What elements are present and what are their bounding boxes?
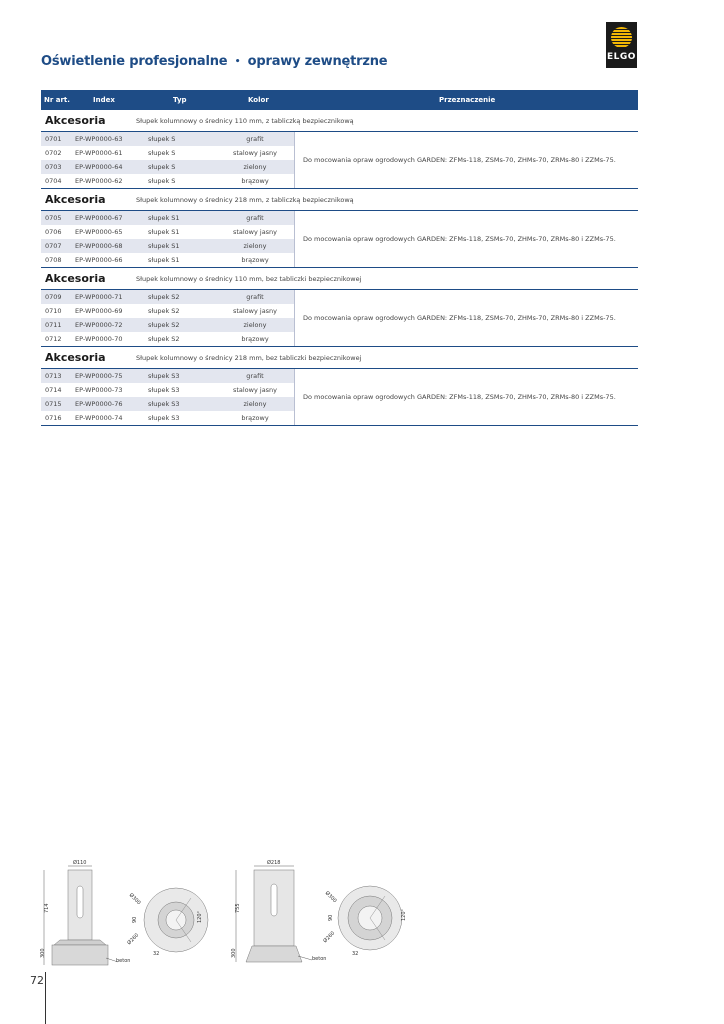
- post2-height: 755: [235, 903, 241, 913]
- table-row: [41, 332, 294, 346]
- cell-typ: słupek S: [148, 177, 176, 185]
- post-elevation-110: [40, 859, 130, 965]
- post1-base: 300: [40, 948, 46, 958]
- post2-diameter: Ø218: [267, 860, 281, 866]
- cell-nr: 0709: [45, 293, 62, 301]
- col-typ: Typ: [173, 96, 187, 104]
- plan2-outer: Ø300: [323, 890, 338, 905]
- section-description: Słupek kolumnowy o średnicy 218 mm, bez tabliczki bezpiecznikowej: [136, 354, 362, 362]
- cell-index: EP-WP0000-66: [75, 256, 123, 264]
- logo-sun-icon: [611, 27, 632, 48]
- table-row: [41, 132, 294, 146]
- col-kolor: Kolor: [248, 96, 269, 104]
- cell-typ: słupek S3: [148, 400, 180, 408]
- table-row: [41, 160, 294, 174]
- section-header: [41, 110, 638, 132]
- title-separator: •: [234, 56, 241, 67]
- table-row: [41, 318, 294, 332]
- cell-nr: 0713: [45, 372, 62, 380]
- cell-nr: 0710: [45, 307, 62, 315]
- cell-index: EP-WP0000-72: [75, 321, 123, 329]
- post-plan-110: [126, 888, 208, 957]
- col-nr: Nr art.: [44, 96, 70, 104]
- elgo-logo: [606, 22, 637, 68]
- cell-typ: słupek S1: [148, 214, 180, 222]
- cell-index: EP-WP0000-64: [75, 163, 123, 171]
- cell-nr: 0712: [45, 335, 62, 343]
- cell-nr: 0716: [45, 414, 62, 422]
- post1-height: 714: [44, 903, 50, 913]
- section-label: Akcesoria: [45, 114, 106, 127]
- section-rows: [41, 290, 638, 347]
- table-row: [41, 225, 294, 239]
- page-title: [41, 54, 387, 69]
- cell-nr: 0714: [45, 386, 62, 394]
- cell-index: EP-WP0000-75: [75, 372, 123, 380]
- cell-nr: 0707: [45, 242, 62, 250]
- cell-nr: 0706: [45, 228, 62, 236]
- cell-kolor: stalowy jasny: [232, 307, 278, 315]
- table-row: [41, 383, 294, 397]
- cell-nr: 0701: [45, 135, 62, 143]
- plan2-hole: 90: [328, 914, 334, 921]
- cell-kolor: zielony: [243, 242, 267, 250]
- section-header: [41, 189, 638, 211]
- table-row: [41, 369, 294, 383]
- plan2-angle: 120°: [401, 908, 407, 921]
- cell-kolor: grafit: [246, 214, 264, 222]
- cell-nr: 0711: [45, 321, 62, 329]
- plan1-angle: 120°: [197, 910, 203, 923]
- section-rows: [41, 369, 638, 426]
- section-header: [41, 347, 638, 369]
- cell-typ: słupek S2: [148, 307, 180, 315]
- cell-nr: 0708: [45, 256, 62, 264]
- cell-typ: słupek S1: [148, 228, 180, 236]
- cell-kolor: zielony: [243, 321, 267, 329]
- table-row: [41, 146, 294, 160]
- post-elevation-218: [231, 859, 326, 962]
- cell-typ: słupek S: [148, 135, 176, 143]
- cell-kolor: stalowy jasny: [232, 149, 278, 157]
- table-body: [41, 110, 638, 426]
- cell-typ: słupek S: [148, 149, 176, 157]
- section-header: [41, 268, 638, 290]
- col-purpose: Przeznaczenie: [439, 96, 496, 104]
- plan2-inner: Ø260: [322, 930, 337, 945]
- cell-kolor: brązowy: [241, 414, 269, 422]
- cell-kolor: zielony: [243, 163, 267, 171]
- cell-kolor: grafit: [246, 372, 264, 380]
- cell-index: EP-WP0000-69: [75, 307, 123, 315]
- plan1-offset: 32: [153, 951, 160, 957]
- cell-typ: słupek S: [148, 163, 176, 171]
- table-row: [41, 211, 294, 225]
- section-rows: [41, 132, 638, 189]
- cell-kolor: zielony: [243, 400, 267, 408]
- table-row: [41, 397, 294, 411]
- cell-typ: słupek S1: [148, 242, 180, 250]
- cell-typ: słupek S2: [148, 293, 180, 301]
- post-plan-218: [322, 886, 407, 957]
- section-description: Słupek kolumnowy o średnicy 110 mm, z tabliczką bezpiecznikową: [136, 117, 354, 125]
- cell-index: EP-WP0000-63: [75, 135, 123, 143]
- col-index: Index: [93, 96, 115, 104]
- post2-ground: beton: [312, 956, 327, 962]
- cell-kolor: stalowy jasny: [232, 386, 278, 394]
- cell-purpose: Do mocowania opraw ogrodowych GARDEN: ZFMs-118, ZSMs-70, ZHMs-70, ZRMs-80 i ZZMs-75.: [294, 132, 638, 188]
- cell-nr: 0702: [45, 149, 62, 157]
- page-rule: [45, 972, 46, 1024]
- cell-nr: 0715: [45, 400, 62, 408]
- cell-typ: słupek S1: [148, 256, 180, 264]
- table-row: [41, 174, 294, 188]
- cell-index: EP-WP0000-71: [75, 293, 123, 301]
- table-row: [41, 290, 294, 304]
- product-table: [41, 90, 638, 426]
- cell-purpose: Do mocowania opraw ogrodowych GARDEN: ZFMs-118, ZSMs-70, ZHMs-70, ZRMs-80 i ZZMs-75.: [294, 369, 638, 425]
- cell-index: EP-WP0000-65: [75, 228, 123, 236]
- table-row: [41, 304, 294, 318]
- plan1-hole: 90: [132, 916, 138, 923]
- logo-text: ELGO: [607, 52, 636, 62]
- cell-purpose: Do mocowania opraw ogrodowych GARDEN: ZFMs-118, ZSMs-70, ZHMs-70, ZRMs-80 i ZZMs-75.: [294, 211, 638, 267]
- cell-nr: 0704: [45, 177, 62, 185]
- cell-kolor: grafit: [246, 293, 264, 301]
- section-rows: [41, 211, 638, 268]
- table-header: [41, 90, 638, 110]
- cell-kolor: brązowy: [241, 177, 269, 185]
- section-label: Akcesoria: [45, 193, 106, 206]
- post1-ground: beton: [116, 958, 131, 964]
- cell-index: EP-WP0000-61: [75, 149, 123, 157]
- post2-base: 300: [231, 948, 237, 958]
- title-part2: oprawy zewnętrzne: [247, 54, 388, 69]
- cell-kolor: brązowy: [241, 256, 269, 264]
- section-description: Słupek kolumnowy o średnicy 218 mm, z tabliczką bezpiecznikową: [136, 196, 354, 204]
- plan2-offset: 32: [352, 951, 359, 957]
- cell-index: EP-WP0000-62: [75, 177, 123, 185]
- cell-kolor: brązowy: [241, 335, 269, 343]
- cell-purpose: Do mocowania opraw ogrodowych GARDEN: ZFMs-118, ZSMs-70, ZHMs-70, ZRMs-80 i ZZMs-75.: [294, 290, 638, 346]
- cell-index: EP-WP0000-67: [75, 214, 123, 222]
- page-number: 72: [30, 974, 44, 987]
- table-row: [41, 253, 294, 267]
- cell-index: EP-WP0000-74: [75, 414, 123, 422]
- cell-typ: słupek S2: [148, 321, 180, 329]
- section-label: Akcesoria: [45, 351, 106, 364]
- cell-kolor: stalowy jasny: [232, 228, 278, 236]
- cell-typ: słupek S2: [148, 335, 180, 343]
- plan1-inner: Ø260: [126, 932, 141, 947]
- cell-kolor: grafit: [246, 135, 264, 143]
- cell-typ: słupek S3: [148, 386, 180, 394]
- section-label: Akcesoria: [45, 272, 106, 285]
- plan1-outer: Ø300: [127, 892, 142, 907]
- cell-index: EP-WP0000-68: [75, 242, 123, 250]
- cell-index: EP-WP0000-76: [75, 400, 123, 408]
- cell-index: EP-WP0000-70: [75, 335, 123, 343]
- cell-index: EP-WP0000-73: [75, 386, 123, 394]
- post1-diameter: Ø110: [73, 860, 87, 866]
- table-row: [41, 411, 294, 425]
- cell-typ: słupek S3: [148, 414, 180, 422]
- title-part1: Oświetlenie profesjonalne: [41, 54, 228, 69]
- cell-nr: 0705: [45, 214, 62, 222]
- cell-nr: 0703: [45, 163, 62, 171]
- section-description: Słupek kolumnowy o średnicy 110 mm, bez tabliczki bezpiecznikowej: [136, 275, 362, 283]
- cell-typ: słupek S3: [148, 372, 180, 380]
- table-row: [41, 239, 294, 253]
- technical-drawings: [36, 858, 436, 968]
